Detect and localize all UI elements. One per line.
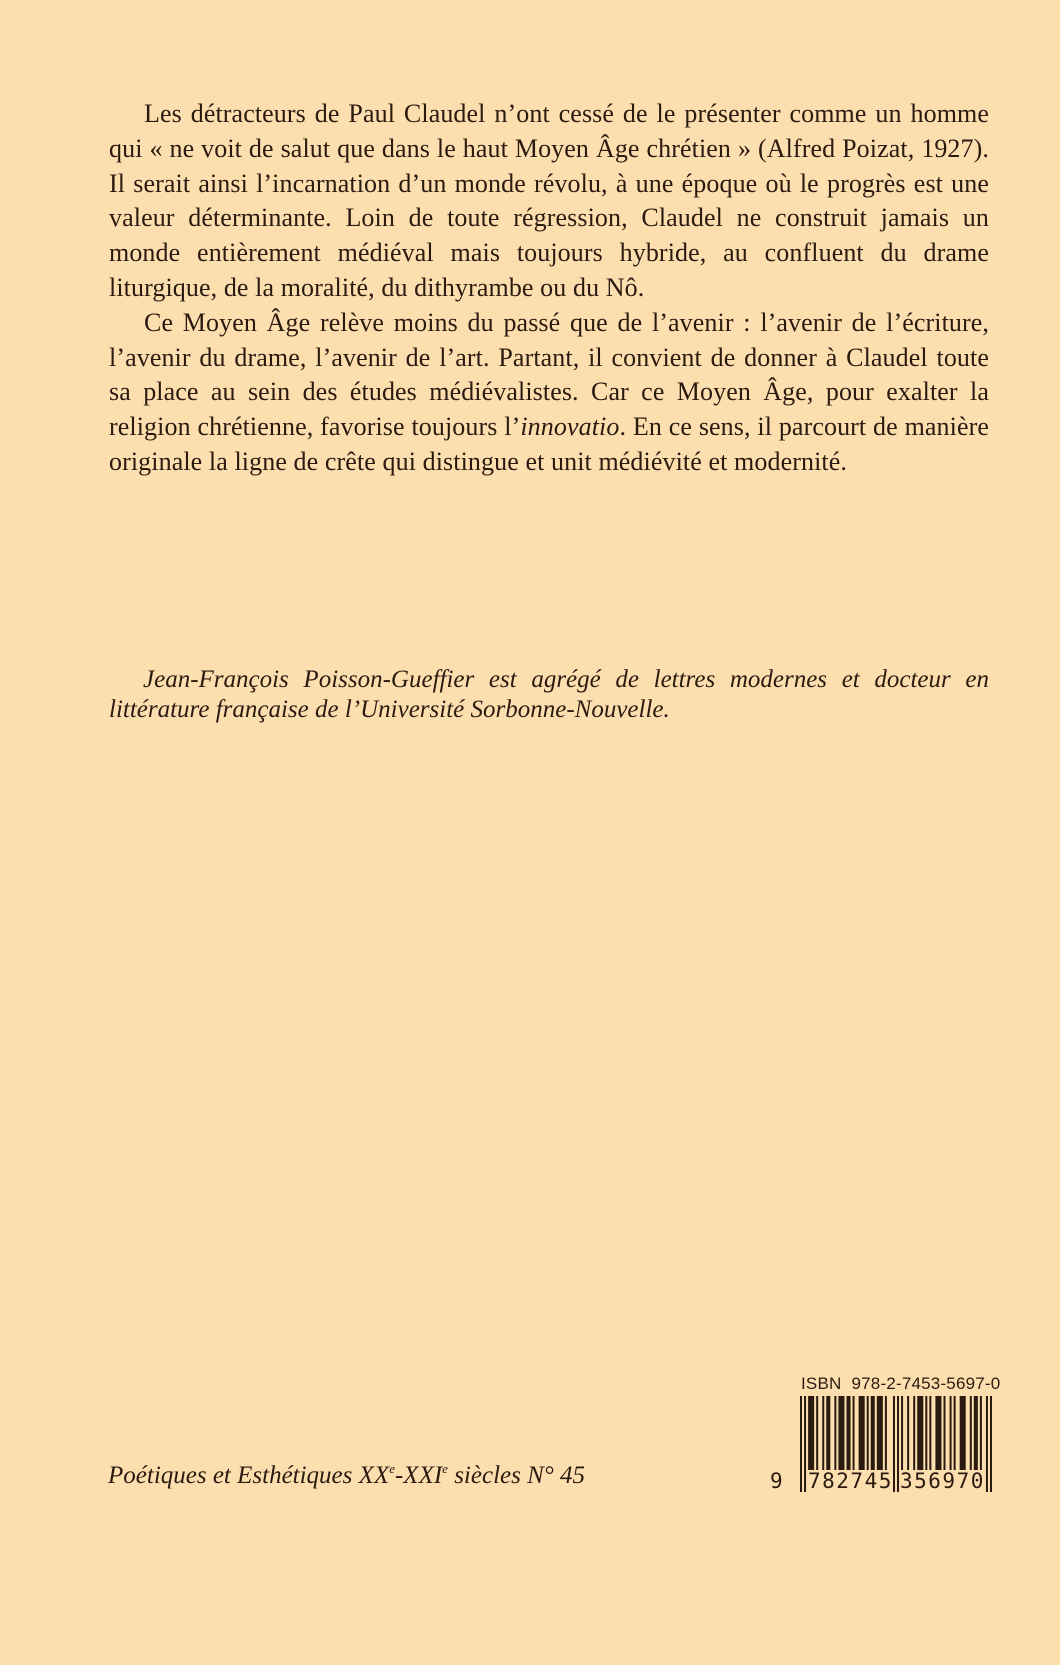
barcode-left-digits: 782745 (808, 1469, 893, 1493)
series-title (108, 1462, 585, 1490)
author-bio-text: Jean-François Poisson-Gueffier est agrégé de lettres modernes et docteur en littérature française de l’Université Sorbonne-Nouvelle. (109, 666, 989, 723)
barcode-right-digits: 356970 (900, 1469, 985, 1493)
isbn-prefix: ISBN (801, 1374, 842, 1393)
blurb-paragraph-2-start: Ce Moyen Âge relève moins du passé que de l’avenir : l’avenir de l’écriture, l’avenir du drame, l’avenir de l’art. Partant, il convient de donner à Claudel toute sa place au sein des études médiévalistes. Car ce Moyen Âge, pour exalter la religion chrétienne, favorise toujours l’ (109, 307, 989, 442)
blurb-paragraph-1: Les détracteurs de Paul Claudel n’ont cessé de le présenter comme un homme qui « ne voit de salut que dans le haut Moyen Âge chrétien » (Alfred Poizat, 1927). Il serait ainsi l’incarnation d’un monde révolu, à une époque où le progrès est une valeur déterminante. Loin de toute régression, Claudel ne construit jamais un monde entièrement médiéval mais toujours hybride, au confluent du drame liturgique, de la moralité, du dithyrambe ou du Nô. (109, 99, 989, 302)
isbn-barcode-block (770, 1374, 1001, 1496)
series-superscript-1: e (389, 1461, 395, 1476)
isbn-number: 978-2-7453-5697-0 (851, 1374, 1001, 1393)
series-superscript-2: e (442, 1461, 448, 1476)
series-title-part-3: siècles N° 45 (447, 1462, 586, 1489)
author-bio (109, 665, 989, 725)
blurb-text (109, 97, 989, 480)
blurb-paragraph-2 (109, 306, 989, 480)
italic-term-innovatio: innovatio (520, 412, 620, 442)
blurb-paragraph-2-end: . En ce sens, il parcourt de manière originale la ligne de crête qui distingue et unit médiévité et modernité. (109, 412, 990, 476)
barcode-first-digit: 9 (770, 1469, 785, 1493)
isbn-label (801, 1374, 1000, 1394)
series-title-part-1: Poétiques et Esthétiques XX (108, 1462, 390, 1489)
series-title-part-2: -XXI (394, 1462, 443, 1489)
